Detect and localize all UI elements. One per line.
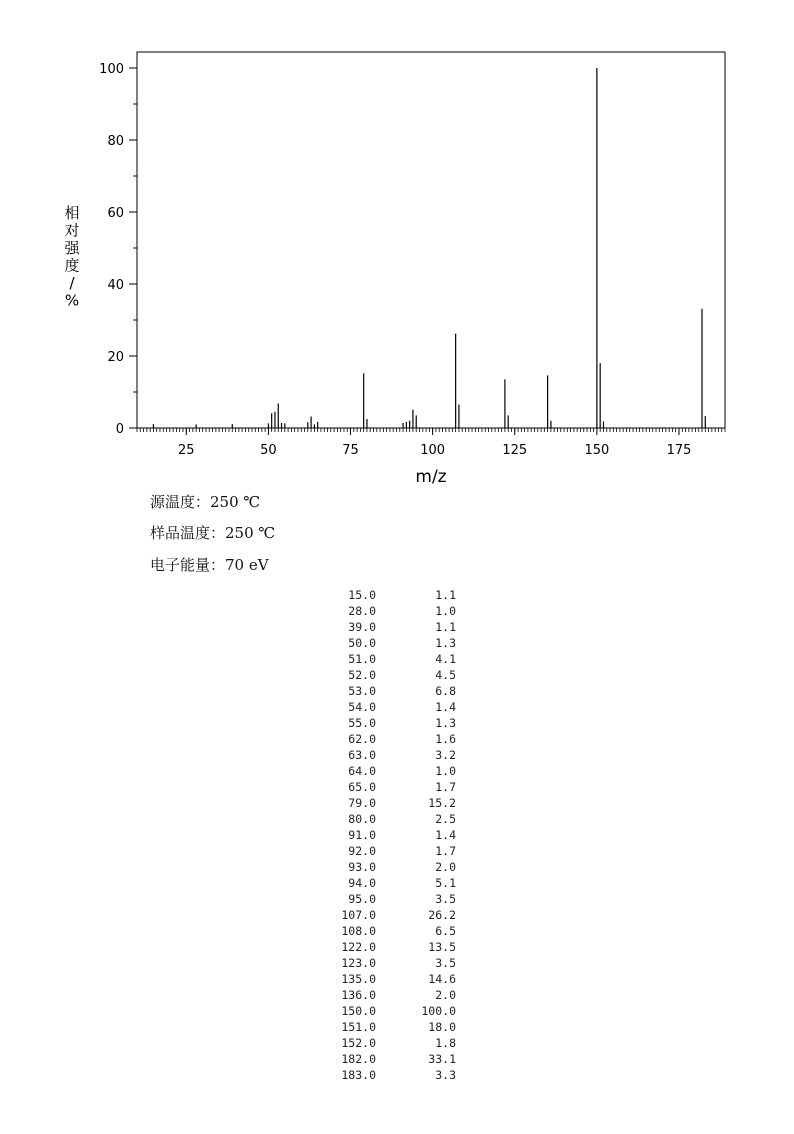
intensity-cell: 3.3 (435, 1068, 456, 1082)
mz-cell: 54.0 (348, 700, 376, 714)
intensity-cell: 3.2 (435, 748, 456, 762)
y-tick-label: 100 (99, 62, 124, 77)
mz-cell: 183.0 (341, 1068, 376, 1082)
mz-cell: 107.0 (341, 908, 376, 922)
table-row (300, 939, 456, 955)
mz-cell: 80.0 (348, 812, 376, 826)
intensity-cell: 1.7 (435, 844, 456, 858)
mz-cell: 15.0 (348, 588, 376, 602)
mz-cell: 151.0 (341, 1020, 376, 1034)
intensity-cell: 3.5 (435, 956, 456, 970)
intensity-cell: 15.2 (428, 796, 456, 810)
intensity-cell: 6.5 (435, 924, 456, 938)
intensity-cell: 1.0 (435, 764, 456, 778)
table-row (300, 923, 456, 939)
table-row (300, 971, 456, 987)
table-row (300, 763, 456, 779)
intensity-cell: 4.1 (435, 652, 456, 666)
mz-cell: 50.0 (348, 636, 376, 650)
mz-cell: 94.0 (348, 876, 376, 890)
x-tick-label: 50 (260, 443, 277, 458)
mz-cell: 150.0 (341, 1004, 376, 1018)
mz-cell: 93.0 (348, 860, 376, 874)
mz-cell: 136.0 (341, 988, 376, 1002)
mass-spectrum-chart (0, 0, 794, 490)
intensity-cell: 1.3 (435, 636, 456, 650)
intensity-cell: 1.7 (435, 780, 456, 794)
intensity-cell: 4.5 (435, 668, 456, 682)
mz-cell: 55.0 (348, 716, 376, 730)
mz-cell: 91.0 (348, 828, 376, 842)
x-tick-label: 25 (178, 443, 195, 458)
x-tick-label: 150 (584, 443, 610, 458)
intensity-cell: 26.2 (428, 908, 456, 922)
intensity-cell: 13.5 (428, 940, 456, 954)
y-axis-label (64, 204, 80, 310)
mz-cell: 64.0 (348, 764, 376, 778)
x-tick-label: 100 (420, 443, 446, 458)
x-axis-ticks (178, 428, 691, 458)
table-row (300, 747, 456, 763)
table-row (300, 1035, 456, 1051)
x-tick-label: 175 (666, 443, 692, 458)
intensity-cell: 1.4 (435, 700, 456, 714)
intensity-cell: 6.8 (435, 684, 456, 698)
mz-cell: 79.0 (348, 796, 376, 810)
intensity-cell: 1.0 (435, 604, 456, 618)
table-row (300, 635, 456, 651)
table-row (300, 587, 456, 603)
mz-cell: 152.0 (341, 1036, 376, 1050)
intensity-cell: 14.6 (428, 972, 456, 986)
y-tick-label: 80 (107, 134, 124, 149)
table-row (300, 1003, 456, 1019)
intensity-cell: 1.8 (435, 1036, 456, 1050)
mz-cell: 28.0 (348, 604, 376, 618)
table-row (300, 827, 456, 843)
peak-table (300, 587, 456, 1083)
mz-cell: 53.0 (348, 684, 376, 698)
intensity-cell: 2.5 (435, 812, 456, 826)
table-row (300, 603, 456, 619)
intensity-cell: 2.0 (435, 860, 456, 874)
y-tick-label: 60 (107, 206, 124, 221)
mz-cell: 95.0 (348, 892, 376, 906)
table-row (300, 779, 456, 795)
table-row (300, 715, 456, 731)
table-row (300, 1051, 456, 1067)
intensity-cell: 18.0 (428, 1020, 456, 1034)
table-row (300, 651, 456, 667)
y-tick-label: 0 (115, 422, 124, 437)
y-tick-label: 40 (107, 278, 124, 293)
table-row (300, 907, 456, 923)
y-axis-label-char: 度 (64, 256, 80, 275)
intensity-cell: 2.0 (435, 988, 456, 1002)
y-axis-ticks (99, 62, 137, 437)
source-temperature: 源温度：250 ℃ (150, 493, 261, 511)
x-tick-label: 125 (502, 443, 528, 458)
mz-cell: 182.0 (341, 1052, 376, 1066)
table-row (300, 699, 456, 715)
peak-bars (153, 68, 705, 428)
y-axis-label-char: / (69, 274, 75, 292)
intensity-cell: 1.1 (435, 620, 456, 634)
table-row (300, 619, 456, 635)
intensity-cell: 1.1 (435, 588, 456, 602)
table-row (300, 667, 456, 683)
mz-cell: 65.0 (348, 780, 376, 794)
intensity-cell: 1.6 (435, 732, 456, 746)
intensity-cell: 33.1 (428, 1052, 456, 1066)
intensity-cell: 100.0 (421, 1004, 456, 1018)
x-tick-label: 75 (342, 443, 359, 458)
x-axis-label: m/z (415, 467, 447, 487)
table-row (300, 891, 456, 907)
table-row (300, 955, 456, 971)
y-tick-label: 20 (107, 350, 124, 365)
mz-cell: 51.0 (348, 652, 376, 666)
electron-energy: 电子能量：70 eV (150, 556, 269, 574)
y-axis-label-char: 强 (64, 239, 80, 257)
table-row (300, 795, 456, 811)
table-row (300, 731, 456, 747)
table-row (300, 1067, 456, 1083)
table-row (300, 1019, 456, 1035)
intensity-cell: 1.3 (435, 716, 456, 730)
y-axis-label-char: % (64, 291, 80, 310)
mz-cell: 122.0 (341, 940, 376, 954)
table-row (300, 811, 456, 827)
mz-cell: 108.0 (341, 924, 376, 938)
table-row (300, 843, 456, 859)
x-minor-ticks (137, 428, 725, 432)
sample-temperature: 样品温度：250 ℃ (150, 524, 276, 542)
mz-cell: 52.0 (348, 668, 376, 682)
intensity-cell: 3.5 (435, 892, 456, 906)
table-row (300, 859, 456, 875)
plot-frame (137, 52, 725, 428)
intensity-cell: 1.4 (435, 828, 456, 842)
mz-cell: 92.0 (348, 844, 376, 858)
table-row (300, 683, 456, 699)
mz-cell: 123.0 (341, 956, 376, 970)
mz-cell: 135.0 (341, 972, 376, 986)
mz-cell: 39.0 (348, 620, 376, 634)
intensity-cell: 5.1 (435, 876, 456, 890)
table-row (300, 987, 456, 1003)
mz-cell: 63.0 (348, 748, 376, 762)
y-axis-label-char: 对 (64, 221, 80, 240)
table-row (300, 875, 456, 891)
y-axis-label-char: 相 (64, 204, 80, 222)
mz-cell: 62.0 (348, 732, 376, 746)
